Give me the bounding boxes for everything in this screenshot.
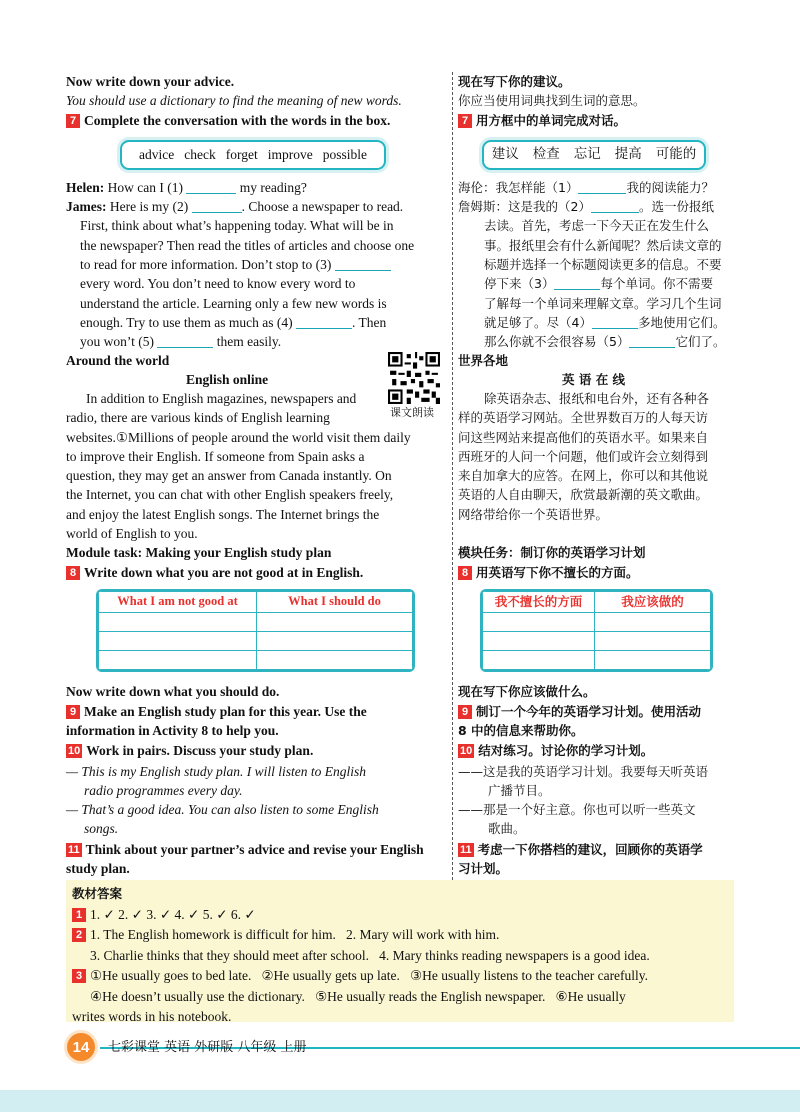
- en-activity-11-line-1: [66, 840, 424, 860]
- en-dialogue-line: — This is my English study plan. I will listen to English: [66, 764, 367, 779]
- table-cell[interactable]: [257, 650, 413, 669]
- answer-text: ④He doesn’t usually use the dictionary.: [90, 988, 305, 1004]
- en-james-line-2: First, think about what’s happening today. What will be in: [80, 218, 394, 233]
- zh-activity-9-line-1: [458, 702, 701, 722]
- answer-key-panel: [66, 880, 734, 1022]
- qr-label: 课文朗读: [390, 406, 434, 419]
- en-james-line-3: the newspaper? Then read the titles of articles and choose one: [80, 238, 415, 253]
- activity-number-badge: 10: [460, 745, 473, 757]
- zh-activity-11-line-2: 习计划。: [458, 861, 509, 876]
- word-box-item: 建议: [491, 146, 519, 163]
- zh-james-line: 了解每一个单词来理解文章。学习几个生词: [484, 296, 722, 311]
- activity-number-badge: 8: [66, 566, 80, 580]
- answer-row-2-cont: [72, 946, 728, 967]
- zh-helen-line: [458, 178, 714, 198]
- answer-text: 1. ✓ 2. ✓ 3. ✓ 4. ✓ 5. ✓ 6. ✓: [90, 906, 256, 922]
- answer-text: 2. Mary will work with him.: [345, 927, 500, 942]
- zh-article-line: 西班牙的人问一个问题，他们或许会立刻得到: [458, 449, 709, 464]
- zh-activity-10-title: [458, 741, 653, 761]
- answer-blank-1[interactable]: [578, 181, 626, 194]
- en-james-line-1: [66, 197, 403, 217]
- answer-number-badge: 2: [72, 928, 86, 942]
- en-article-line: In addition to English magazines, newspapers and: [86, 391, 357, 406]
- dialogue-text: them easily.: [216, 334, 282, 349]
- en-activity-9-line-2: information in Activity 8 to help you.: [66, 723, 279, 738]
- answer-blank-4[interactable]: [296, 316, 352, 329]
- activity-title-text: 结对练习。讨论你的学习计划。: [478, 743, 654, 758]
- dialogue-text: 它们了。: [675, 334, 726, 349]
- en-dialogue-line: — That’s a good idea. You can also listen to some English: [66, 802, 379, 817]
- zh-james-line: 去读。首先，考虑一下今天正在发生什么: [484, 218, 710, 233]
- activity-title-text: Write down what you are not good at in English.: [84, 565, 364, 580]
- word-box-item: 检查: [532, 146, 560, 163]
- dialogue-text: 停下来（3）: [484, 276, 555, 291]
- activity-title-text: 考虑一下你搭档的建议，回顾你的英语学: [477, 842, 703, 857]
- answer-text: 4. Mary thinks reading newspapers is a good idea.: [379, 947, 650, 963]
- table-header-cell: 我应该做的: [595, 592, 711, 613]
- dialogue-text: 就足够了。尽（4）: [484, 315, 592, 330]
- en-plan-table: [96, 589, 415, 672]
- table-header-cell: What I am not good at: [99, 592, 257, 613]
- answer-blank-1[interactable]: [186, 181, 236, 194]
- answer-text: 1. The English homework is difficult for him.: [90, 927, 336, 942]
- en-article-line: question, they may get an answer from Canada instantly. On: [66, 468, 392, 483]
- zh-article-title: 英 语 在 线: [562, 372, 626, 387]
- table-cell[interactable]: [483, 631, 595, 650]
- zh-dialogue-line: 歌曲。: [488, 821, 526, 836]
- activity-number-badge: 9: [458, 705, 472, 719]
- activity-number-badge: 11: [460, 844, 472, 856]
- en-should-do-heading: Now write down what you should do.: [66, 684, 280, 699]
- table-header-cell: 我不擅长的方面: [483, 592, 595, 613]
- speaker-label: James:: [66, 199, 107, 214]
- answer-text: ⑥He usually: [555, 988, 626, 1004]
- zh-article-line: 除英语杂志、报纸和电台外，还有各种各: [484, 391, 710, 406]
- en-article-line: world of English to you.: [66, 526, 198, 541]
- en-helen-line: [66, 178, 307, 198]
- en-article-line: radio, there are various kinds of English learning: [66, 410, 330, 425]
- dialogue-text: to read for more information. Don’t stop to (3): [80, 257, 332, 272]
- answer-row-3: [72, 966, 728, 987]
- zh-article-line: 问这些网站来提高他们的英语水平。如果来自: [458, 430, 709, 445]
- table-cell[interactable]: [99, 631, 257, 650]
- en-dialogue-line: songs.: [84, 821, 119, 836]
- dialogue-text: How can I (1): [107, 180, 183, 195]
- zh-module-task: 模块任务：制订你的英语学习计划: [458, 545, 646, 560]
- table-header-cell: What I should do: [257, 592, 413, 613]
- en-dialogue-line: radio programmes every day.: [84, 783, 243, 798]
- zh-advice-heading: 现在写下你的建议。: [458, 74, 571, 89]
- activity-title-text: Work in pairs. Discuss your study plan.: [86, 743, 314, 758]
- zh-james-line-1: [458, 197, 714, 217]
- zh-james-line: [484, 313, 725, 333]
- en-article-line: to improve their English. If someone from Spain asks a: [66, 449, 365, 464]
- table-cell[interactable]: [483, 650, 595, 669]
- word-box-item: possible: [322, 147, 367, 163]
- table-cell[interactable]: [595, 650, 711, 669]
- speaker-label: Helen:: [66, 180, 105, 195]
- en-word-box: [120, 140, 386, 170]
- answer-blank-5[interactable]: [629, 335, 675, 348]
- dialogue-text: . Choose a newspaper to read.: [241, 199, 404, 214]
- table-cell[interactable]: [99, 612, 257, 631]
- activity-title-text: Think about your partner’s advice and revise your English: [85, 842, 424, 857]
- answer-text: ①He usually goes to bed late.: [90, 968, 252, 983]
- answer-text: ②He usually gets up late.: [261, 968, 400, 983]
- table-cell[interactable]: [257, 612, 413, 631]
- en-james-line-6: understand the article. Learning only a few new words is: [80, 296, 387, 311]
- zh-dialogue-line: 广播节目。: [488, 783, 551, 798]
- en-james-line-5: every word. You don’t need to know every word to: [80, 276, 356, 291]
- zh-dialogue-line: ——那是一个好主意。你也可以听一些英文: [458, 802, 696, 817]
- answer-text: 3. Charlie thinks that they should meet after school.: [90, 947, 369, 963]
- en-advice-heading: Now write down your advice.: [66, 74, 235, 89]
- activity-number-badge: 7: [66, 114, 80, 128]
- en-module-task: Module task: Making your English study plan: [66, 545, 332, 560]
- dialogue-text: 海伦：我怎样能（1）: [458, 180, 579, 195]
- zh-article-line: 样的英语学习网站。全世界数百万的人每天访: [458, 410, 709, 425]
- zh-james-line: 标题并选择一个标题阅读更多的信息。不要: [484, 257, 722, 272]
- zh-plan-table: [480, 589, 713, 672]
- answer-row-2: [72, 925, 728, 946]
- answer-row-3-cont: [72, 987, 728, 1008]
- dialogue-text: 那么你就不会很容易（5）: [484, 334, 630, 349]
- dialogue-text: . Then: [351, 315, 387, 330]
- zh-word-box: [482, 140, 706, 170]
- answer-text: ③He usually listens to the teacher carefully.: [410, 968, 649, 983]
- zh-james-line: 事。报纸里会有什么新闻呢？然后读文章的: [484, 238, 722, 253]
- zh-dialogue-line: ——这是我的英语学习计划。我要每天听英语: [458, 764, 709, 779]
- activity-number-badge: 10: [68, 745, 81, 757]
- en-activity-8-title: [66, 563, 363, 583]
- column-divider: [452, 72, 453, 880]
- en-james-line-7: [80, 313, 386, 333]
- answer-blank-2[interactable]: [192, 200, 242, 213]
- table-cell[interactable]: [595, 612, 711, 631]
- dialogue-text: you won’t (5): [80, 334, 154, 349]
- dialogue-text: 我的阅读能力？: [626, 180, 714, 195]
- activity-number-badge: 11: [68, 844, 80, 856]
- activity-title-text: Complete the conversation with the words in the box.: [84, 113, 391, 128]
- qr-code-icon[interactable]: [388, 352, 440, 404]
- zh-article-line: 英语的人自由聊天，欣赏最新潮的英文歌曲。: [458, 487, 709, 502]
- book-title: 七彩课堂 英语 外研版 八年级 上册: [108, 1040, 307, 1055]
- word-box-item: 提高: [614, 146, 642, 163]
- zh-james-line: [484, 274, 713, 294]
- zh-activity-7-title: [458, 111, 626, 131]
- activity-number-badge: 9: [66, 705, 80, 719]
- zh-james-line: [484, 332, 725, 352]
- answer-blank-2[interactable]: [591, 200, 639, 213]
- word-box-item: advice: [139, 147, 175, 163]
- en-activity-10-title: [66, 741, 313, 761]
- en-article-line: and enjoy the latest English songs. The Internet brings the: [66, 507, 380, 522]
- word-box-item: 忘记: [573, 146, 601, 163]
- answer-row-1: [72, 905, 728, 926]
- word-box-item: improve: [267, 147, 313, 163]
- answer-blank-3[interactable]: [554, 277, 600, 290]
- dialogue-text: 每个单词。你不需要: [600, 276, 713, 291]
- answer-number-badge: 3: [72, 969, 86, 983]
- dialogue-text: 多地使用它们。: [637, 315, 726, 330]
- activity-title-text: Make an English study plan for this year. Use the: [84, 704, 367, 719]
- table-cell[interactable]: [99, 650, 257, 669]
- dialogue-text: 詹姆斯：这是我的（2）: [458, 199, 591, 214]
- answer-blank-4[interactable]: [592, 316, 638, 329]
- zh-article-line: 网络带给你一个英语世界。: [458, 507, 609, 522]
- word-box-item: 可能的: [655, 146, 697, 163]
- zh-activity-9-line-2: 8 中的信息来帮助你。: [458, 723, 584, 738]
- en-advice-example: You should use a dictionary to find the meaning of new words.: [66, 93, 402, 108]
- zh-around-heading: 世界各地: [458, 353, 509, 368]
- answer-number-badge: 1: [72, 908, 86, 922]
- activity-title-text: 用方框中的单词完成对话。: [476, 113, 627, 128]
- en-james-line-4: [80, 255, 391, 275]
- bottom-band: [0, 1090, 800, 1112]
- en-around-heading: Around the world: [66, 353, 170, 368]
- en-activity-9-line-1: [66, 702, 367, 722]
- word-box-item: forget: [225, 147, 258, 163]
- table-cell[interactable]: [595, 631, 711, 650]
- answer-blank-3[interactable]: [335, 258, 391, 271]
- en-article-line: websites.①Millions of people around the world visit them daily: [66, 430, 411, 445]
- table-cell[interactable]: [483, 612, 595, 631]
- dialogue-text: enough. Try to use them as much as (4): [80, 315, 293, 330]
- answer-row-3-end: writes words in his notebook.: [72, 1009, 232, 1024]
- en-article-title: English online: [186, 372, 269, 387]
- zh-advice-example: 你应当使用词典找到生词的意思。: [458, 93, 646, 108]
- en-activity-7-title: [66, 111, 390, 131]
- page-number-badge: 14: [64, 1030, 98, 1064]
- en-james-line-8: [80, 332, 281, 352]
- activity-title-text: 制订一个今年的英语学习计划。使用活动: [476, 704, 702, 719]
- zh-article-line: 来自加拿大的应答。在网上，你可以和其他说: [458, 468, 709, 483]
- en-activity-11-line-2: study plan.: [66, 861, 130, 876]
- zh-activity-8-title: [458, 563, 639, 583]
- activity-number-badge: 7: [458, 114, 472, 128]
- answer-text: ⑤He usually reads the English newspaper.: [315, 988, 546, 1004]
- answer-blank-5[interactable]: [157, 335, 213, 348]
- word-box-item: check: [184, 147, 216, 163]
- table-cell[interactable]: [257, 631, 413, 650]
- answer-key-heading: 教材答案: [72, 886, 123, 901]
- zh-should-do-heading: 现在写下你应该做什么。: [458, 684, 596, 699]
- zh-activity-11-line-1: [458, 840, 703, 860]
- dialogue-text: my reading?: [239, 180, 307, 195]
- dialogue-text: 。选一份报纸: [638, 199, 714, 214]
- activity-number-badge: 8: [458, 566, 472, 580]
- en-article-line: the Internet, you can chat with other English speakers freely,: [66, 487, 394, 502]
- activity-title-text: 用英语写下你不擅长的方面。: [476, 565, 639, 580]
- dialogue-text: Here is my (2): [109, 199, 189, 214]
